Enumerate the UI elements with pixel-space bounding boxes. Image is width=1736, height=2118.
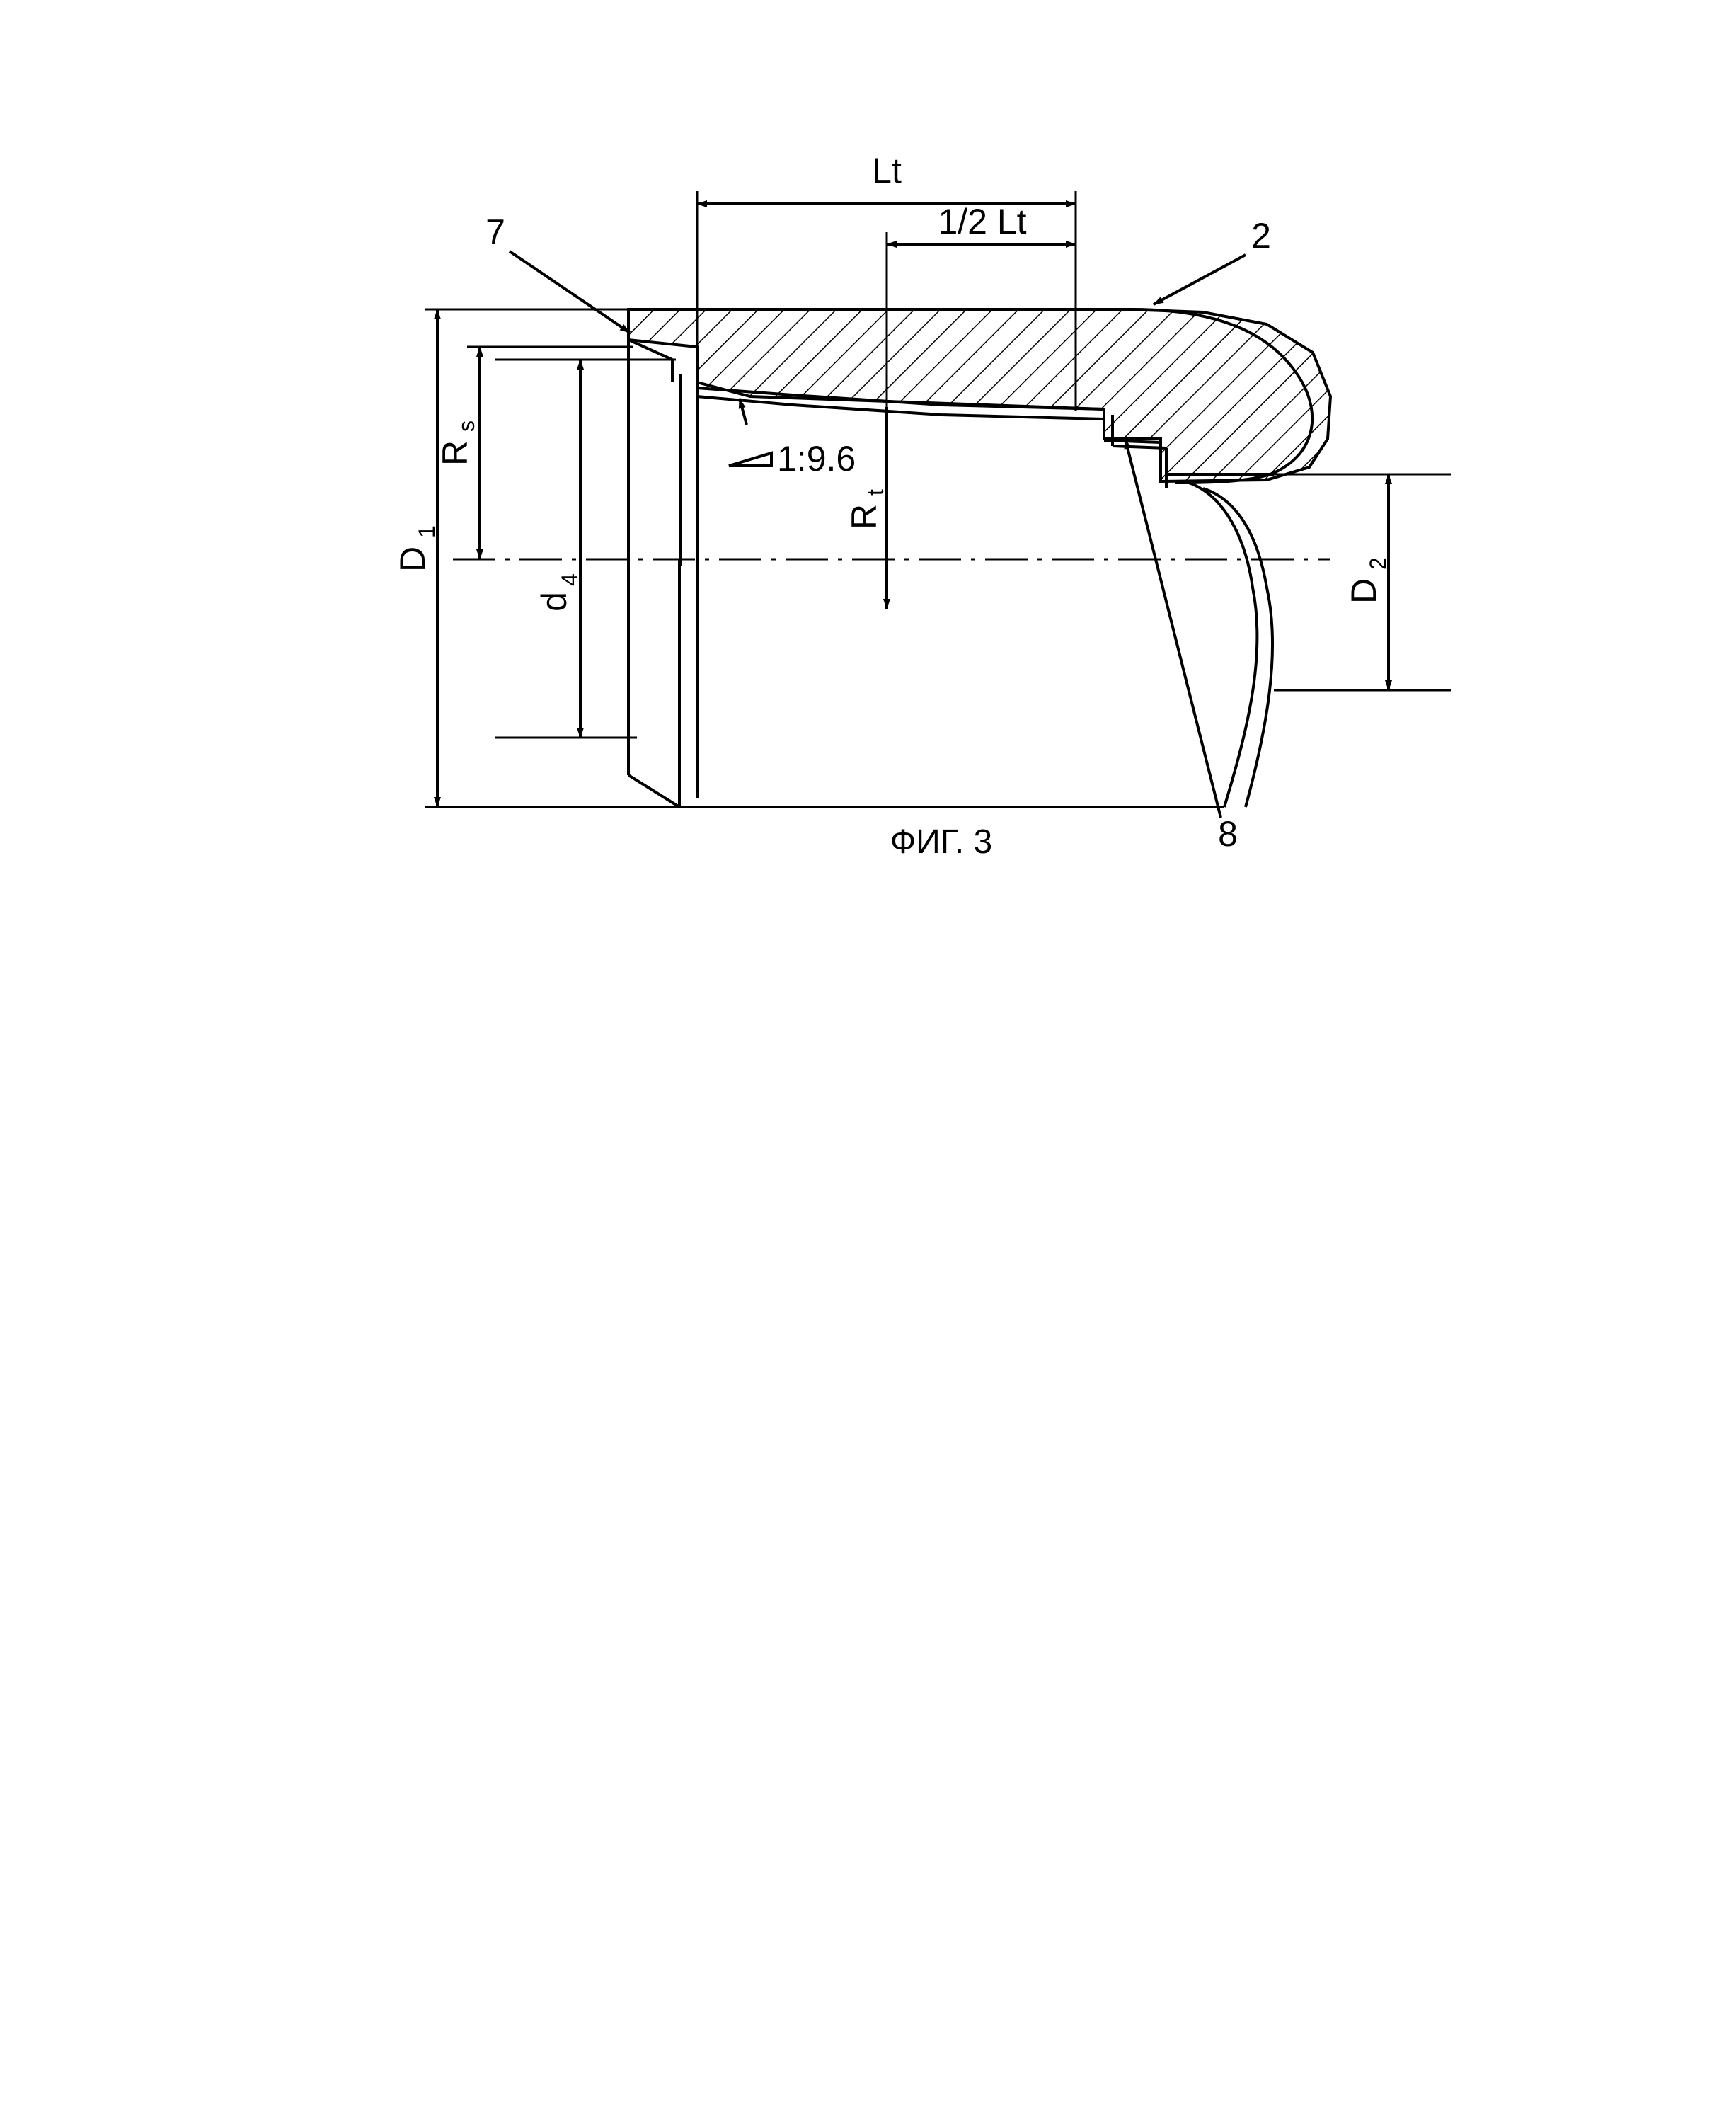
label-rs-group	[435, 420, 479, 466]
leader-line-7	[510, 251, 630, 333]
label-d4-group	[534, 573, 582, 612]
bore-inner-lines	[681, 374, 697, 566]
label-lt: Lt	[872, 151, 902, 190]
hatched-body-region	[628, 309, 1330, 481]
label-half-lt: 1/2 Lt	[938, 202, 1027, 241]
dimension-lines	[437, 204, 1389, 807]
label-rt-group	[844, 489, 888, 530]
label-rt-subscript: t	[863, 489, 888, 496]
leader-line-8	[1125, 439, 1221, 818]
figure-caption: ФИГ. 3	[890, 823, 993, 861]
label-rt: R	[844, 503, 884, 530]
label-d2: D	[1344, 578, 1384, 605]
leader-line-taper	[740, 399, 747, 425]
label-rs-subscript: s	[454, 420, 479, 432]
label-d2-group	[1344, 557, 1391, 604]
callout-label-2: 2	[1251, 216, 1271, 256]
extension-lines	[425, 197, 1451, 807]
connector-body-section	[628, 309, 1330, 481]
callout-label-7: 7	[485, 212, 505, 252]
label-d1: D	[393, 546, 432, 573]
callout-label-8: 8	[1218, 814, 1238, 854]
label-d4: d	[534, 592, 574, 612]
label-rs: R	[435, 440, 475, 466]
label-d1-subscript: 1	[414, 525, 439, 538]
taper-angle-symbol-icon	[729, 453, 771, 466]
leader-line-2	[1154, 255, 1246, 304]
label-d2-subscript: 2	[1365, 557, 1391, 570]
label-taper-ratio: 1:9.6	[777, 439, 856, 479]
label-d1-group	[393, 525, 439, 572]
label-d4-subscript: 4	[557, 573, 582, 586]
